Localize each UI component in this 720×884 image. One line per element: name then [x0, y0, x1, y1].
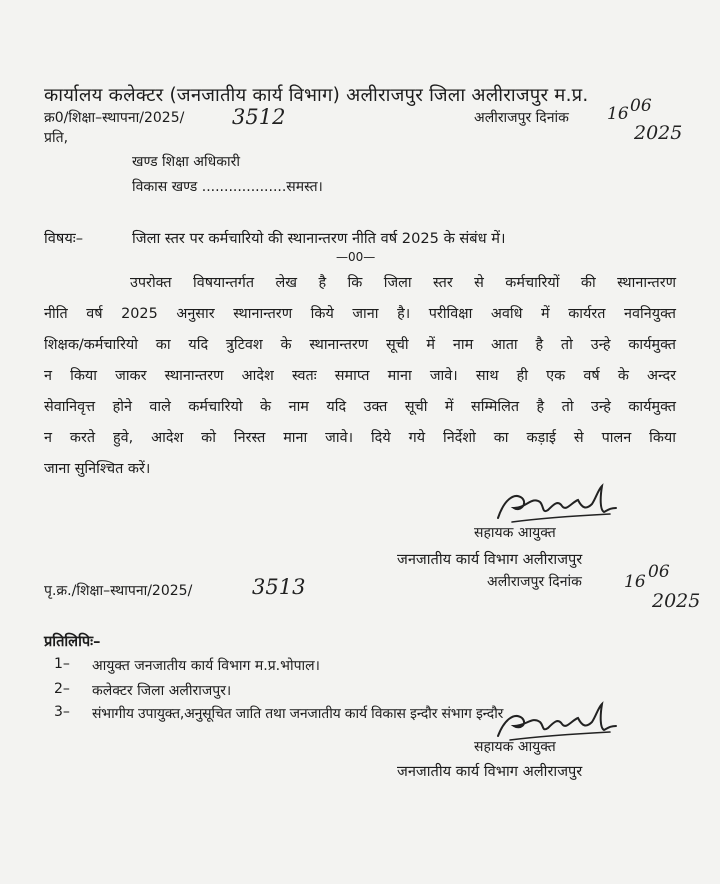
subject-text: जिला स्तर पर कर्मचारियो की स्थानान्तरण नीति वर्ष 2025 के संबंध में। — [132, 230, 506, 247]
copy-to-item-1-num: 1– — [54, 656, 70, 672]
reference-date-month: 06 — [630, 96, 652, 116]
endorsement-number-handwritten: 3513 — [252, 575, 306, 599]
copy-to-item-2: कलेक्टर जिला अलीराजपुर। — [92, 683, 232, 699]
signature-2-designation: सहायक आयुक्त — [474, 739, 556, 755]
reference-date-day: 16 — [607, 104, 629, 124]
copy-to-item-3-num: 3– — [54, 704, 70, 720]
body-paragraph — [44, 268, 676, 485]
signature-1 — [492, 478, 622, 528]
body-line: जाना सुनिश्चित करें। — [44, 461, 151, 477]
body-line: न किया जाकर स्थानान्तरण आदेश स्वतः समाप्त माना जावे। साथ ही एक वर्ष के अन्दर — [44, 368, 676, 384]
subject-separator: —00— — [336, 250, 376, 264]
reference-date-year: 2025 — [634, 122, 683, 144]
signature-1-department: जनजातीय कार्य विभाग अलीराजपुर — [397, 551, 583, 568]
body-line: सेवानिवृत्त होने वाले कर्मचारियो के नाम यदि उक्त सूची में सम्मिलित है तो उन्हे कार्यमुक्त — [44, 399, 676, 415]
endorsement-number-prefix: पृ.क्र./शिक्षा–स्थापना/2025/ — [44, 583, 193, 599]
copy-to-item-3: संभागीय उपायुक्त,अनुसूचित जाति तथा जनजातीय कार्य विकास इन्दौर संभाग इन्दौर — [92, 706, 504, 722]
signature-1-designation: सहायक आयुक्त — [474, 525, 556, 541]
copy-to-heading: प्रतिलिपिः– — [44, 633, 101, 650]
recipient-line2: विकास खण्ड ...................समस्त। — [132, 179, 323, 195]
reference-number — [44, 108, 184, 127]
copy-to-item-2-num: 2– — [54, 681, 70, 697]
recipient-line1: खण्ड शिक्षा अधिकारी — [132, 154, 240, 170]
office-title: कार्यालय कलेक्टर (जनजातीय कार्य विभाग) अलीराजपुर जिला अलीराजपुर म.प्र. — [44, 85, 589, 106]
body-line: न करते हुवे, आदेश को निरस्त माना जावे। दिये गये निर्देशो का कड़ाई से पालन किया — [44, 430, 676, 446]
copy-to-item-1: आयुक्त जनजातीय कार्य विभाग म.प्र.भोपाल। — [92, 658, 320, 674]
recipient-prati: प्रति, — [44, 130, 69, 146]
body-line: शिक्षक/कर्मचारियो का यदि त्रुटिवश के स्थानान्तरण सूची में नाम आता है तो उन्हे कार्यमुक्त — [44, 337, 676, 353]
signature-1-place-date-label: अलीराजपुर दिनांक — [487, 574, 582, 590]
signature-1-mark — [492, 478, 622, 528]
reference-number-prefix: क्र0/शिक्षा–स्थापना/2025/ — [44, 110, 185, 126]
body-line: उपरोक्त विषयान्तर्गत लेख है कि जिला स्तर से कर्मचारियों की स्थानान्तरण — [130, 275, 676, 291]
reference-number-handwritten: 3512 — [232, 105, 286, 129]
endorsement-date-year: 2025 — [652, 590, 701, 612]
endorsement-date-day: 16 — [624, 572, 646, 592]
signature-2-department: जनजातीय कार्य विभाग अलीराजपुर — [397, 763, 583, 780]
subject-label: विषयः– — [44, 230, 84, 247]
reference-place-date-label: अलीराजपुर दिनांक — [474, 110, 569, 126]
body-line: नीति वर्ष 2025 अनुसार स्थानान्तरण किये जाना है। परीविक्षा अवधि में कार्यरत नवनियुक्त — [44, 306, 676, 322]
endorsement-date-month: 06 — [648, 562, 670, 582]
